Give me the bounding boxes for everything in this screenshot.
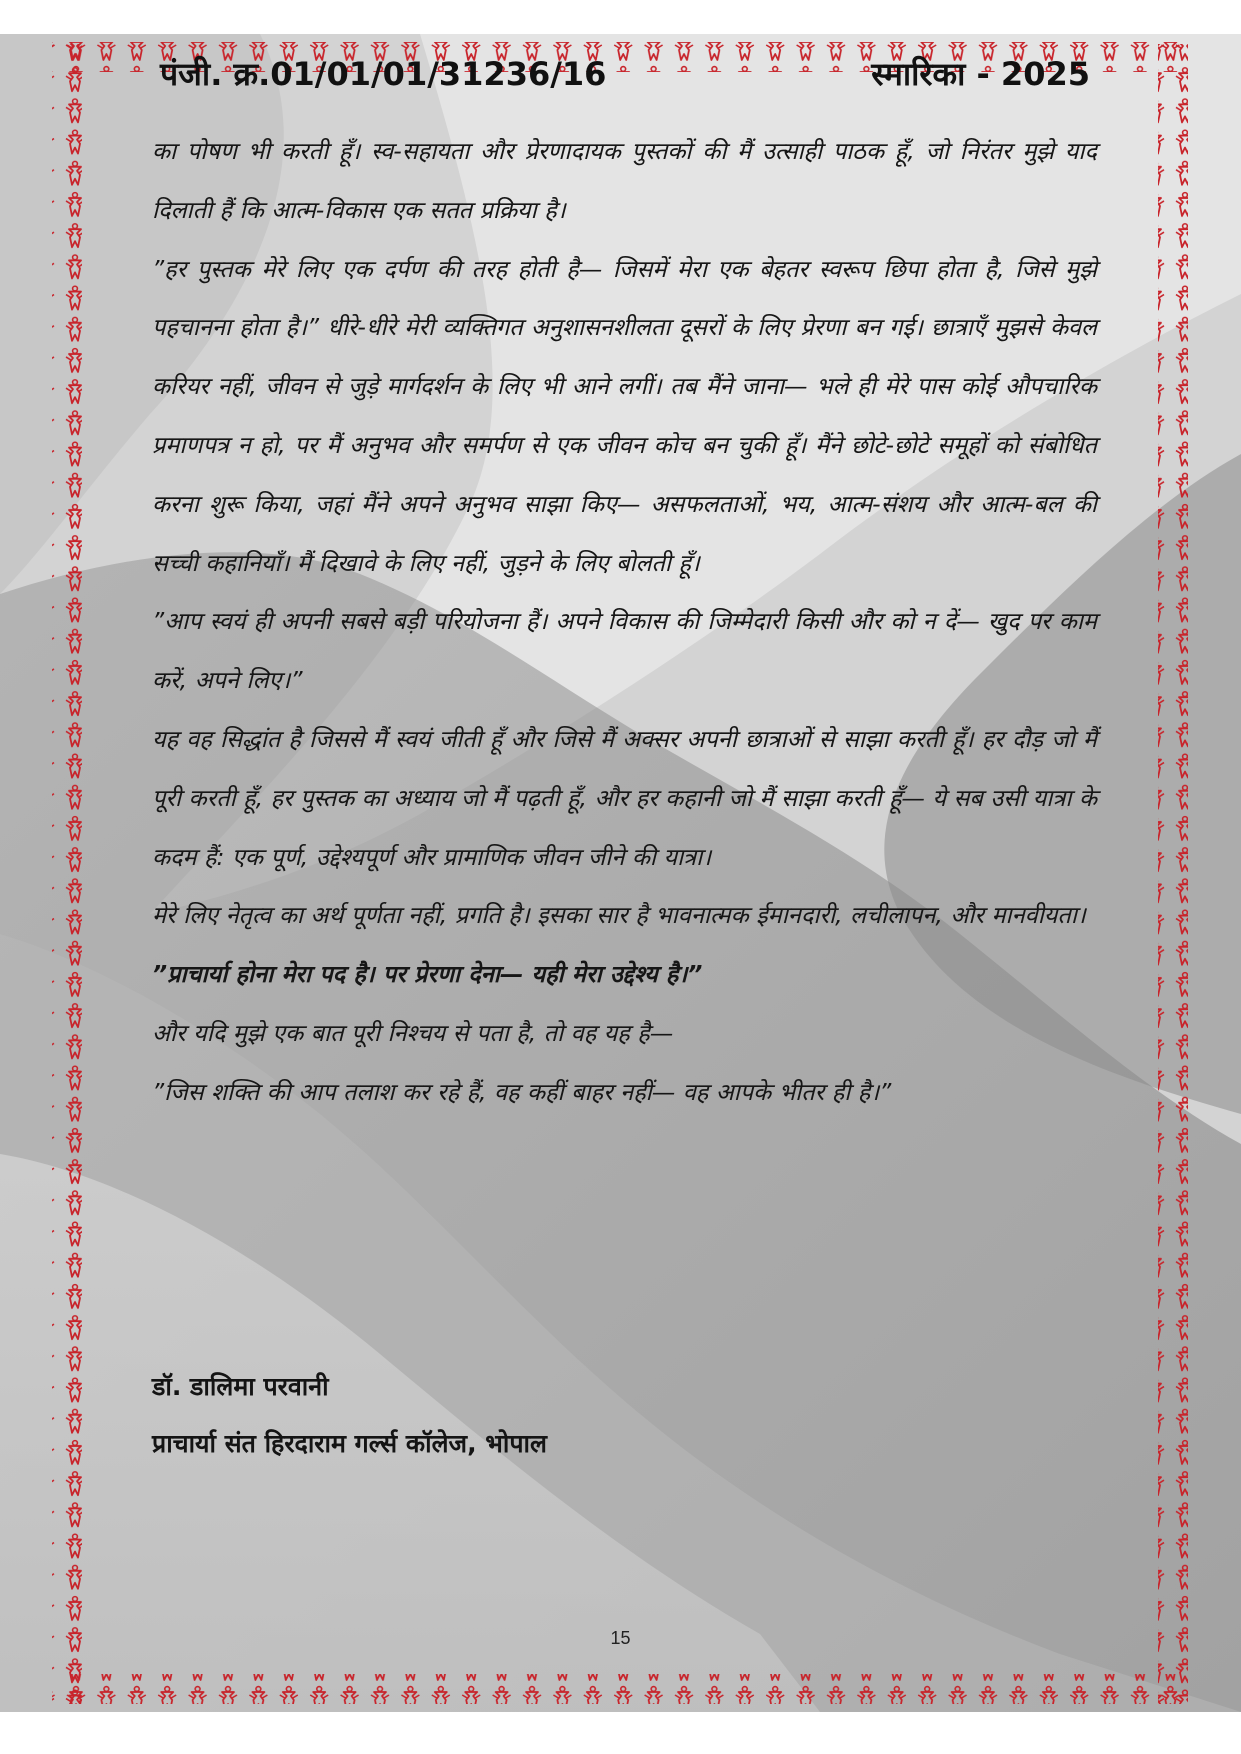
bottom-border-strip: [52, 1674, 1190, 1704]
bottom-margin: [0, 1712, 1241, 1754]
body-paragraph: ”हर पुस्तक मेरे लिए एक दर्पण की तरह होती है— जिसमें मेरा एक बेहतर स्वरूप छिपा होता है, जिसे मुझे पहचानना होता है।” धीरे-धीरे मेरी व्यक्तिगत अनुशासनशीलता दूसरों के लिए प्रेरणा बन गई। छात्राएँ मुझसे केवल करियर नहीं, जीवन से जुड़े मार्गदर्शन के लिए भी आने लगीं। तब मैंने जाना— भले ही मेरे पास कोई औपचारिक प्रमाणपत्र न हो, पर मैं अनुभव और समर्पण से एक जीवन कोच बन चुकी हूँ। मैंने छोटे-छोटे समूहों को संबोधित करना शुरू किया, जहां मैंने अपने अनुभव साझा किए— असफलताओं, भय, आत्म-संशय और आत्म-बल की सच्ची कहानियाँ। मैं दिखावे के लिए नहीं, जुड़ने के लिए बोलती हूँ।: [152, 254, 1097, 577]
top-margin: [0, 0, 1241, 34]
body-paragraph: मेरे लिए नेतृत्व का अर्थ पूर्णता नहीं, प्रगति है। इसका सार है भावनात्मक ईमानदारी, लचीलापन, और मानवीयता।: [152, 901, 1086, 930]
author-designation: प्राचार्या संत हिरदाराम गर्ल्स कॉलेज, भोपाल: [152, 1429, 547, 1458]
left-border-strip: [52, 44, 82, 1704]
right-border-strip: [1158, 44, 1188, 1704]
author-name: डॉ. डालिमा परवानी: [152, 1372, 329, 1401]
souvenir-title: स्मारिका - 2025: [871, 55, 1090, 93]
page-header: [160, 52, 1090, 102]
registration-number: पंजी. क्र.01/01/01/31236/16: [160, 55, 607, 93]
page-number: 15: [610, 1628, 631, 1648]
article-body: [152, 122, 1097, 1122]
body-paragraph: यह वह सिद्धांत है जिससे मैं स्वयं जीती हूँ और जिसे मैं अक्सर अपनी छात्राओं से साझा करती हूँ। हर दौड़ जो मैं पूरी करती हूँ, हर पुस्तक का अध्याय जो मैं पढ़ती हूँ, और हर कहानी जो मैं साझा करती हूँ— ये सब उसी यात्रा के कदम हैं: एक पूर्ण, उद्देश्यपूर्ण और प्रामाणिक जीवन जीने की यात्रा।: [152, 724, 1097, 871]
author-signature: [152, 1358, 1052, 1472]
bold-quote: ”प्राचार्या होना मेरा पद है। पर प्रेरणा देना— यही मेरा उद्देश्य है।”: [152, 960, 703, 989]
body-paragraph: का पोषण भी करती हूँ। स्व-सहायता और प्रेरणादायक पुस्तकों की मैं उत्साही पाठक हूँ, जो निरंतर मुझे याद दिलाती हैं कि आत्म-विकास एक सतत प्रक्रिया है।: [152, 137, 1097, 224]
closing-quote: ”जिस शक्ति की आप तलाश कर रहे हैं, वह कहीं बाहर नहीं— वह आपके भीतर ही है।”: [152, 1077, 892, 1106]
closing-line: और यदि मुझे एक बात पूरी निश्चय से पता है, तो वह यह है—: [152, 1018, 674, 1047]
body-quote: ”आप स्वयं ही अपनी सबसे बड़ी परियोजना हैं। अपने विकास की जिम्मेदारी किसी और को न दें— खुद पर काम करें, अपने लिए।”: [152, 607, 1097, 695]
